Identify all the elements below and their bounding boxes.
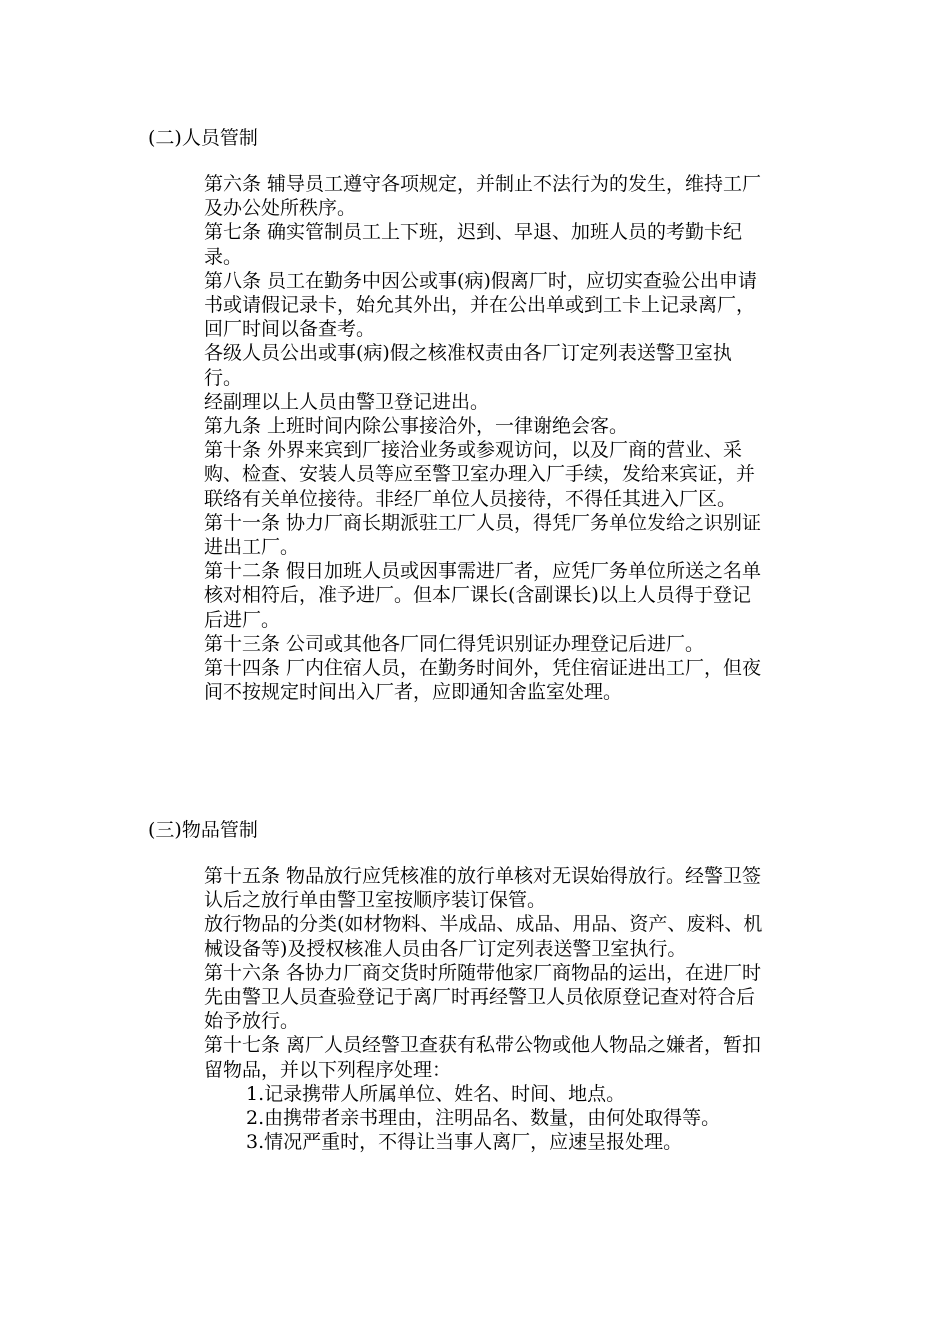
procedure-item-2: 2.由携带者亲书理由，注明品名、数量，由何处取得等。 bbox=[246, 1107, 721, 1130]
article-17: 第十七条 离厂人员经警卫查获有私带公物或他人物品之嫌者，暂扣留物品，并以下列程序处理： bbox=[204, 1034, 762, 1081]
article-11: 第十一条 协力厂商长期派驻工厂人员，得凭厂务单位发给之识别证进出工厂。 bbox=[204, 511, 762, 559]
article-15: 第十五条 物品放行应凭核准的放行单核对无误始得放行。经警卫签认后之放行单由警卫室按顺序装订保管。 bbox=[204, 865, 762, 912]
section-heading-goods: (三)物品管制 bbox=[148, 819, 258, 841]
procedure-item-3: 3.情况严重时，不得让当事人离厂，应速呈报处理。 bbox=[246, 1131, 683, 1154]
article-10: 第十条 外界来宾到厂接洽业务或参观访问，以及厂商的营业、采购、检查、安装人员等应至警卫室办理入厂手续，发给来宾证，并联络有关单位接待。非经厂单位人员接待，不得任其进入厂区。 bbox=[204, 439, 756, 510]
article-8-note-registration: 经副理以上人员由警卫登记进出。 bbox=[204, 390, 490, 413]
section-body-personnel bbox=[204, 172, 764, 704]
article-6: 第六条 辅导员工遵守各项规定，并制止不法行为的发生，维持工厂及办公处所秩序。 bbox=[204, 173, 762, 220]
article-7: 第七条 确实管制员工上下班，迟到、早退、加班人员的考勤卡纪录。 bbox=[204, 221, 743, 268]
article-14: 第十四条 厂内住宿人员，在勤务时间外，凭住宿证进出工厂，但夜间不按规定时间出入厂者，应即通知舍监室处理。 bbox=[204, 657, 762, 704]
article-15-note-classification: 放行物品的分类(如材物料、半成品、成品、用品、资产、废料、机械设备等)及授权核准人员由各厂订定列表送警卫室执行。 bbox=[204, 913, 763, 960]
article-8: 第八条 员工在勤务中因公或事(病)假离厂时，应切实查验公出申请书或请假记录卡，始允其外出，并在公出单或到工卡上记录离厂，回厂时间以备查考。 bbox=[204, 269, 757, 341]
article-13: 第十三条 公司或其他各厂同仁得凭识别证办理登记后进厂。 bbox=[204, 632, 705, 655]
procedure-item-1: 1.记录携带人所属单位、姓名、时间、地点。 bbox=[246, 1082, 626, 1105]
article-16: 第十六条 各协力厂商交货时所随带他家厂商物品的运出，在进厂时先由警卫人员查验登记于离厂时再经警卫人员依原登记查对符合后始予放行。 bbox=[204, 961, 762, 1033]
section-body-goods bbox=[204, 864, 764, 1154]
section-heading-personnel: (二)人员管制 bbox=[148, 127, 258, 149]
article-12: 第十二条 假日加班人员或因事需进厂者，应凭厂务单位所送之名单核对相符后，准予进厂。但本厂课长(含副课长)以上人员得于登记后进厂。 bbox=[204, 560, 762, 631]
article-9: 第九条 上班时间内除公事接洽外，一律谢绝会客。 bbox=[204, 415, 629, 438]
article-8-note-approval: 各级人员公出或事(病)假之核准权责由各厂订定列表送警卫室执行。 bbox=[204, 342, 732, 389]
